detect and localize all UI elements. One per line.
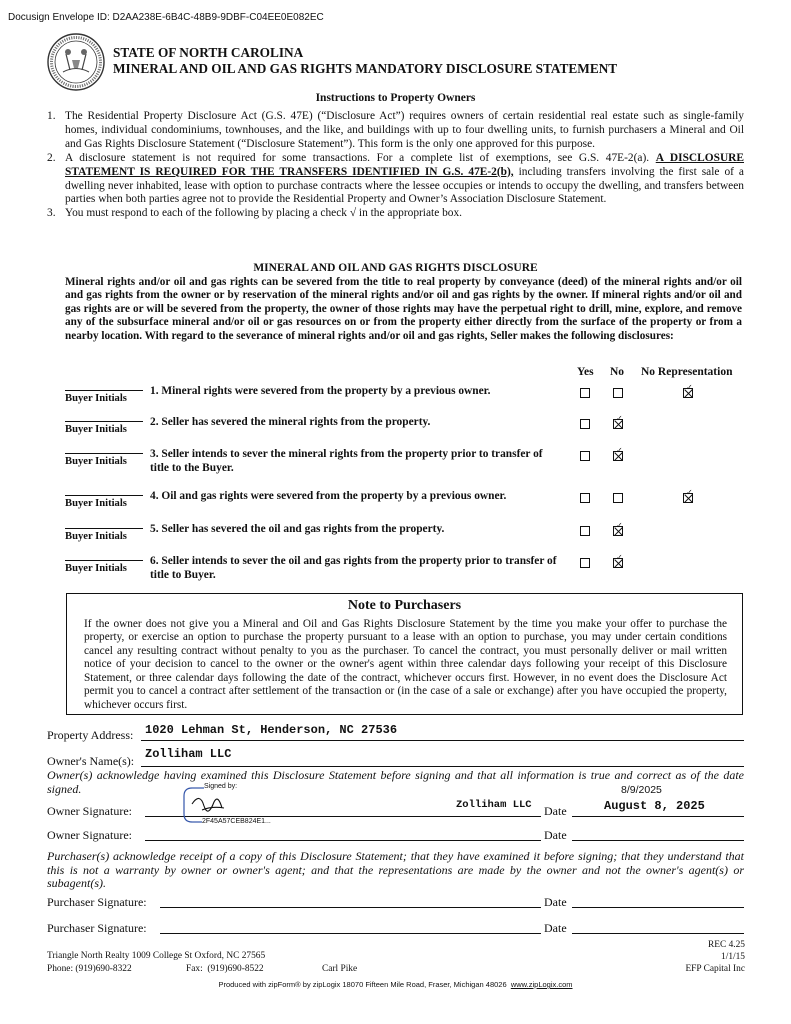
question-text: 1. Mineral rights were severed from the property by a previous owner.: [150, 385, 491, 397]
instructions-list: [47, 110, 744, 221]
col-no-representation: No Representation: [641, 366, 733, 378]
checkbox-yes[interactable]: [580, 558, 590, 568]
docusign-signature[interactable]: [182, 784, 288, 826]
check-mark-icon: ✓: [616, 521, 623, 530]
check-mark-icon: ✓: [616, 414, 623, 423]
checkbox-no-representation[interactable]: [683, 383, 693, 398]
question-text: 6. Seller intends to sever the oil and gas rights from the property prior to transfer of title to Buyer.: [150, 555, 557, 581]
form-title: MINERAL AND OIL AND GAS RIGHTS MANDATORY DISCLOSURE STATEMENT: [113, 61, 618, 76]
purchaser-date-2-line[interactable]: [572, 933, 744, 934]
checkbox-no[interactable]: [613, 446, 623, 461]
footer-company: EFP Capital Inc: [685, 964, 745, 974]
checkbox-yes[interactable]: [580, 451, 590, 461]
check-mark-icon: ✓: [616, 553, 623, 562]
owner-date-line: [572, 816, 744, 817]
owner-signature-name: Zolliham LLC: [456, 799, 532, 811]
owner-names-line: [141, 766, 744, 767]
note-heading: Note to Purchasers: [347, 598, 462, 613]
checkbox-no[interactable]: [613, 521, 623, 536]
checkbox-no[interactable]: [613, 414, 623, 429]
signed-by-label: Signed by:: [204, 783, 238, 790]
owner-signature-2-label: Owner Signature:: [47, 828, 132, 842]
owner-names-field[interactable]: Zolliham LLC: [145, 747, 232, 761]
instructions-heading: Instructions to Property Owners: [315, 92, 476, 104]
state-heading: STATE OF NORTH CAROLINA: [113, 45, 304, 60]
owner-names-label: Owner's Name(s):: [47, 754, 135, 768]
checkbox-yes[interactable]: [580, 493, 590, 503]
checkbox-no[interactable]: [613, 388, 623, 398]
checkbox-yes[interactable]: [580, 419, 590, 429]
signer-id: 2F45A57CEB824E1...: [202, 818, 271, 825]
check-mark-icon: ✓: [686, 383, 693, 392]
buyer-initials-field[interactable]: Buyer Initials: [65, 495, 143, 511]
property-address-field[interactable]: 1020 Lehman St, Henderson, NC 27536: [145, 723, 398, 737]
footer-rev: 1/1/15: [721, 952, 745, 962]
instruction-item: 3. You must respond to each of the following by placing a check √ in the appropriate box.: [47, 207, 463, 220]
footer-broker: Triangle North Realty 1009 College St Oxford, NC 27565: [47, 951, 266, 961]
check-mark-icon: ✓: [686, 488, 693, 497]
footer-rec: REC 4.25: [708, 940, 745, 950]
instruction-item: 2. A disclosure statement is not required for some transactions. For a complete list of exemptions, see G.S. 47E-2(a). A DISCLOSURE STATEMENT IS REQUIRED FOR THE TRANSFERS IDENTIFIED IN G.S. 47E-2(b), including transfers involving the first sale of a dwelling never inhabited, lease with option to purchase contracts where the lessee occupies or intends to occupy the dwelling, and transfers between parties when both parties agree not to provide the Residential Property and Owner’s Association Disclosure Statement.: [47, 151, 744, 206]
purchaser-signature-2-line[interactable]: [160, 933, 541, 934]
owner-signature-label: Owner Signature:: [47, 804, 132, 818]
checkbox-no-representation[interactable]: [683, 488, 693, 503]
question-text: 2. Seller has severed the mineral rights from the property.: [150, 416, 431, 428]
docusign-date: 8/9/2025: [621, 784, 662, 796]
checkbox-yes[interactable]: [580, 526, 590, 536]
note-box: [66, 593, 743, 715]
question-text: 3. Seller intends to sever the mineral rights from the property prior to transfer of title to the Buyer.: [150, 448, 543, 474]
property-address-line: [141, 740, 744, 741]
owner-date-field[interactable]: August 8, 2025: [604, 799, 705, 813]
purchaser-signature-line[interactable]: [160, 907, 541, 908]
buyer-initials-field[interactable]: Buyer Initials: [65, 453, 143, 469]
owner-acknowledgment: Owner(s) acknowledge having examined this Disclosure Statement before signing and that all information is true and correct as of the date signed.: [47, 768, 744, 796]
note-text: If the owner does not give you a Mineral and Oil and Gas Rights Disclosure Statement by the time you make your offer to purchase the property, or exercise an option to purchase the property pursuant to a lease with an option to purchase, you may under certain conditions cancel any resulting contract without penalty to you as the purchaser. To cancel the contract, you must personally deliver or mail written notice of your decision to cancel to the owner or the owner's agent within three calendar days following your receipt of this Disclosure Statement, or three calendar days following the date of the contract, whichever occurs first. However, in no event does the Disclosure Act permit you to cancel a contract after settlement of the transaction or (in the case of a sale or exchange) after you have occupied the property, whichever occurs first.: [84, 618, 727, 711]
owner-date-2-label: Date: [544, 828, 567, 842]
col-no: No: [610, 366, 625, 378]
instruction-item: 1. The Residential Property Disclosure Act (G.S. 47E) (“Disclosure Act”) requires owners of certain residential real estate such as single-family homes, individual condominiums, townhouses, and the like, and buildings with up to four dwelling units, to furnish purchasers a Mineral and Oil and Gas Rights Disclosure Statement (“Disclosure Statement”). This form is the only one approved for this purpose.: [47, 110, 744, 150]
buyer-initials-field[interactable]: Buyer Initials: [65, 560, 143, 576]
checkbox-no[interactable]: [613, 553, 623, 568]
checkbox-yes[interactable]: [580, 388, 590, 398]
owner-signature-2-line[interactable]: [145, 840, 541, 841]
buyer-initials-field[interactable]: Buyer Initials: [65, 421, 143, 437]
buyer-initials-field[interactable]: Buyer Initials: [65, 528, 143, 544]
state-seal-icon: [46, 32, 106, 92]
purchaser-acknowledgment: Purchaser(s) acknowledge receipt of a copy of this Disclosure Statement; that they have examined it before signing; that they understand that this is not a warranty by owner or owner's agent; and that the representations are made by the owner and not the owner's agent(s) or subagent(s).: [47, 849, 744, 891]
question-text: 4. Oil and gas rights were severed from the property by a previous owner.: [150, 490, 507, 502]
purchaser-date-2-label: Date: [544, 921, 567, 935]
footer-fax: Fax: (919)690-8522: [186, 964, 264, 974]
checkbox-no[interactable]: [613, 493, 623, 503]
question-text: 5. Seller has severed the oil and gas rights from the property.: [150, 523, 445, 535]
owner-date-2-line[interactable]: [572, 840, 744, 841]
purchaser-date-line[interactable]: [572, 907, 744, 908]
property-address-label: Property Address:: [47, 728, 134, 742]
footer-produced: Produced with zipForm® by zipLogix 18070 Fifteen Mile Road, Fraser, Michigan 48026 www.zipLogix.com: [218, 980, 573, 989]
purchaser-signature-2-label: Purchaser Signature:: [47, 921, 147, 935]
footer-phone: Phone: (919)690-8322: [47, 964, 132, 974]
owner-date-label: Date: [544, 804, 567, 818]
footer-agent: Carl Pike: [322, 964, 358, 974]
check-mark-icon: ✓: [616, 446, 623, 455]
purchaser-signature-label: Purchaser Signature:: [47, 895, 147, 909]
col-yes: Yes: [577, 366, 594, 378]
envelope-id: Docusign Envelope ID: D2AA238E-6B4C-48B9-9DBF-C04EE0E082EC: [8, 12, 324, 23]
disclosure-heading: MINERAL AND OIL AND GAS RIGHTS DISCLOSURE: [253, 262, 538, 274]
disclosure-intro: Mineral rights and/or oil and gas rights can be severed from the title to real property by conveyance (deed) of the mineral rights and/or oil and gas rights from the owner or by reservation of the mineral rights and/or oil and gas rights by the owner. If mineral rights and/or oil and gas rights are or will be severed from the property, the owner of those rights may have the perpetual right to drill, mine, explore, and remove any of the subsurface mineral and/or oil or gas resources on or from the property either directly from the surface of the property or from a nearby location. With regard to the severance of mineral rights and/or oil and gas rights, Seller makes the following disclosures:: [65, 276, 742, 342]
ziplogix-link[interactable]: www.zipLogix.com: [510, 980, 573, 989]
buyer-initials-field[interactable]: Buyer Initials: [65, 390, 143, 406]
purchaser-date-label: Date: [544, 895, 567, 909]
